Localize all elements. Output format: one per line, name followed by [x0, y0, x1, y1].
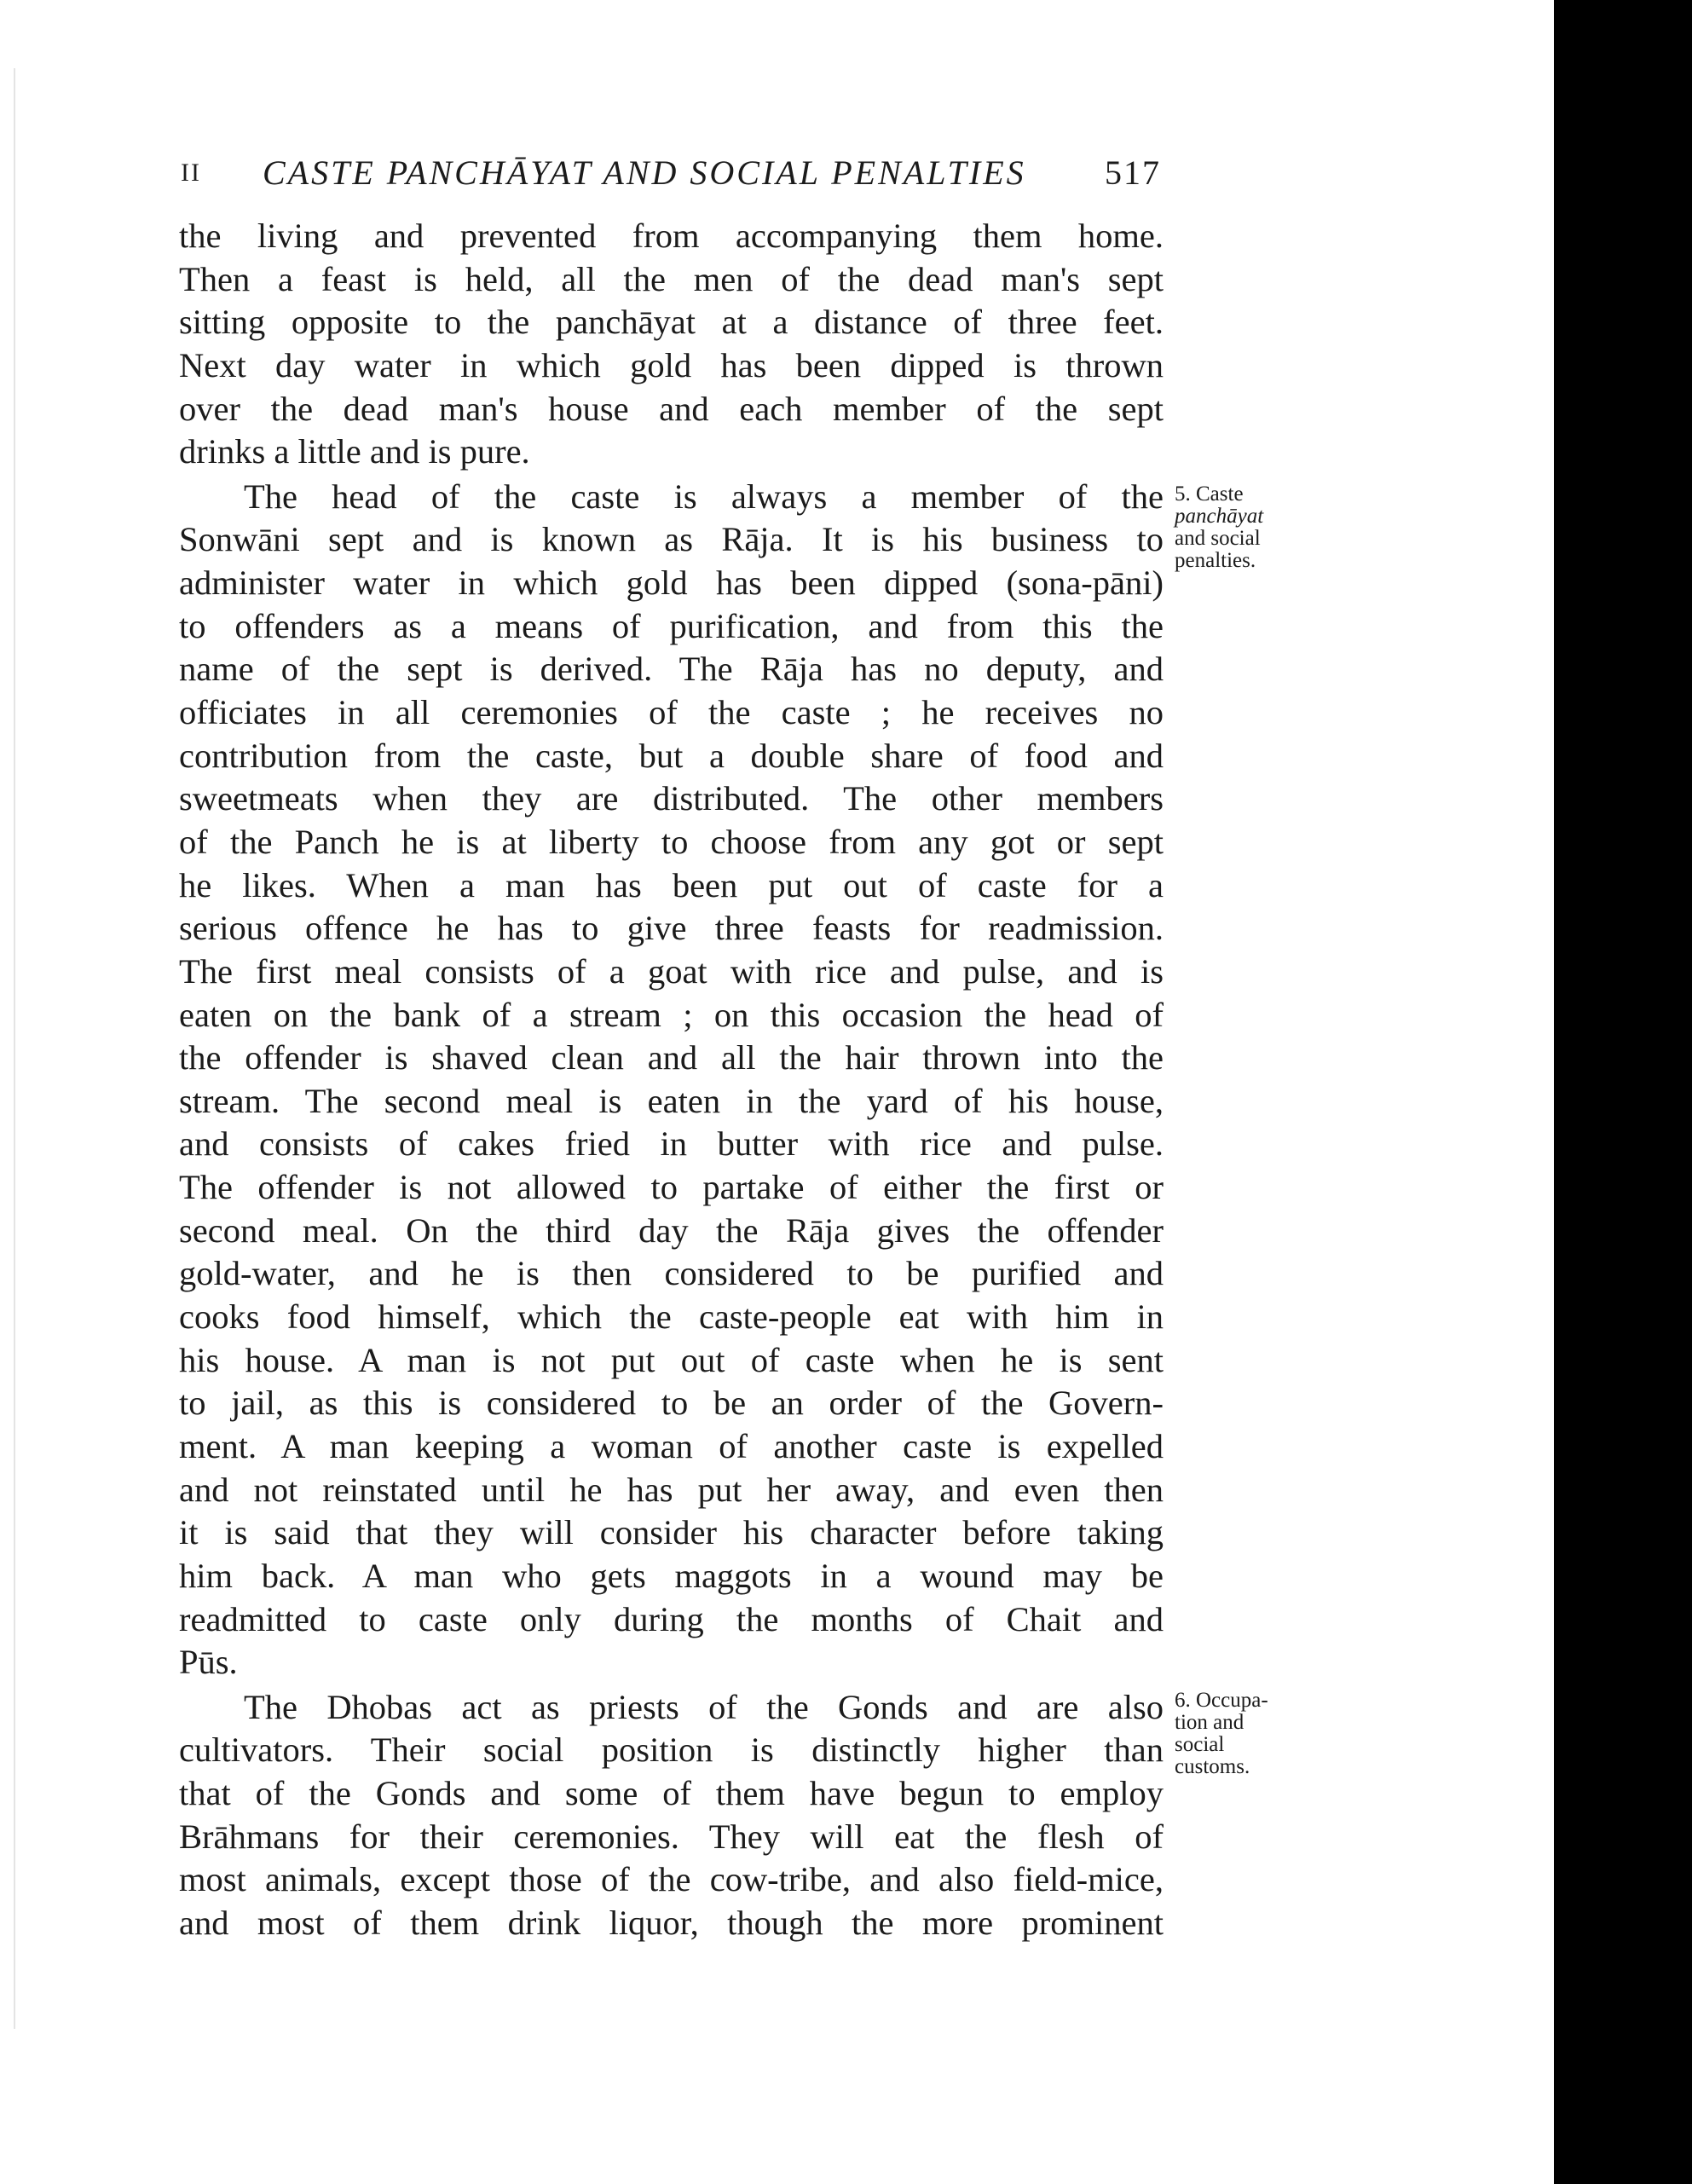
text-line: officiates in all ceremonies of the caste ; he receives no	[179, 693, 1164, 732]
text-line: administer water in which gold has been dipped (sona-pāni)	[179, 563, 1164, 603]
text-line: The first meal consists of a goat with rice and pulse, and is	[179, 951, 1164, 991]
text-line: name of the sept is derived. The Rāja has no deputy, and	[179, 650, 1164, 689]
text-line: The offender is not allowed to partake of either the first or	[179, 1168, 1164, 1207]
text-line: his house. A man is not put out of caste when he is sent	[179, 1340, 1164, 1379]
text-line: stream. The second meal is eaten in the yard of his house,	[179, 1081, 1164, 1120]
page-number: 517	[1105, 153, 1161, 192]
text-line: and not reinstated until he has put her away, and even then	[179, 1470, 1164, 1509]
text-line: Then a feast is held, all the men of the dead man's sept	[179, 259, 1164, 298]
text-line: the living and prevented from accompanying them home.	[179, 217, 1164, 255]
body-text	[179, 215, 1164, 1945]
side-note-line: penalties.	[1175, 549, 1256, 572]
text-line: Brāhmans for their ceremonies. They will eat the flesh of	[179, 1817, 1164, 1856]
text-line: to offenders as a means of purification, and from this the	[179, 606, 1164, 645]
paragraph-first-line: The Dhobas act as priests of the Gonds and are also	[244, 1687, 1164, 1726]
text-line: second meal. On the third day the Rāja gives the offender	[179, 1210, 1164, 1250]
scan-edge-line	[14, 68, 15, 2029]
text-line: sitting opposite to the panchāyat at a distance of three feet.	[179, 303, 1164, 342]
text-line: cooks food himself, which the caste-people eat with him in	[179, 1297, 1164, 1337]
side-note-line: 6. Occupa-	[1175, 1689, 1268, 1712]
text-line: Next day water in which gold has been dipped is thrown	[179, 345, 1164, 384]
side-note-line: tion and	[1175, 1711, 1244, 1734]
side-note-line: 5. Caste	[1175, 482, 1244, 506]
text-line: and consists of cakes fried in butter with rice and pulse.	[179, 1124, 1164, 1164]
side-note-line: panchāyat	[1175, 505, 1264, 528]
text-line: readmitted to caste only during the months of Chait and	[179, 1599, 1164, 1638]
text-line: over the dead man's house and each member of the sept	[179, 389, 1164, 428]
text-line: most animals, except those of the cow-tribe, and also field-mice,	[179, 1860, 1164, 1899]
side-note-caste-panchayat	[1175, 483, 1328, 572]
text-line: ment. A man keeping a woman of another caste is expelled	[179, 1426, 1164, 1465]
text-line: sweetmeats when they are distributed. The other members	[179, 779, 1164, 818]
text-line: serious offence he has to give three feasts for readmission.	[179, 909, 1164, 948]
text-line: him back. A man who gets maggots in a wound may be	[179, 1556, 1164, 1595]
text-line: to jail, as this is considered to be an order of the Govern-	[179, 1384, 1164, 1423]
paragraph-first-line: The head of the caste is always a member of the	[244, 477, 1164, 516]
side-note-occupation	[1175, 1690, 1328, 1778]
scan-black-margin	[1554, 0, 1692, 2184]
text-line: contribution from the caste, but a double share of food and	[179, 736, 1164, 775]
side-note-line: customs.	[1175, 1755, 1250, 1778]
text-line: of the Panch he is at liberty to choose from any got or sept	[179, 822, 1164, 861]
text-line: it is said that they will consider his character before taking	[179, 1513, 1164, 1552]
running-title: CASTE PANCHĀYAT AND SOCIAL PENALTIES	[263, 153, 1026, 192]
text-line: he likes. When a man has been put out of caste for a	[179, 865, 1164, 904]
text-line: the offender is shaved clean and all the hair thrown into the	[179, 1038, 1164, 1078]
side-note-line: social	[1175, 1733, 1225, 1756]
text-line: eaten on the bank of a stream ; on this occasion the head of	[179, 995, 1164, 1034]
text-line: Sonwāni sept and is known as Rāja. It is his business to	[179, 520, 1164, 559]
text-line: and most of them drink liquor, though the more prominent	[179, 1903, 1164, 1942]
chapter-numeral: II	[181, 159, 201, 187]
text-line: Pūs.	[179, 1643, 238, 1682]
page-header	[181, 147, 1161, 199]
text-line: cultivators. Their social position is distinctly higher than	[179, 1730, 1164, 1770]
text-line: that of the Gonds and some of them have begun to employ	[179, 1774, 1164, 1813]
text-line: drinks a little and is pure.	[179, 432, 530, 471]
side-note-line: and social	[1175, 527, 1261, 550]
text-line: gold-water, and he is then considered to be purified and	[179, 1254, 1164, 1293]
